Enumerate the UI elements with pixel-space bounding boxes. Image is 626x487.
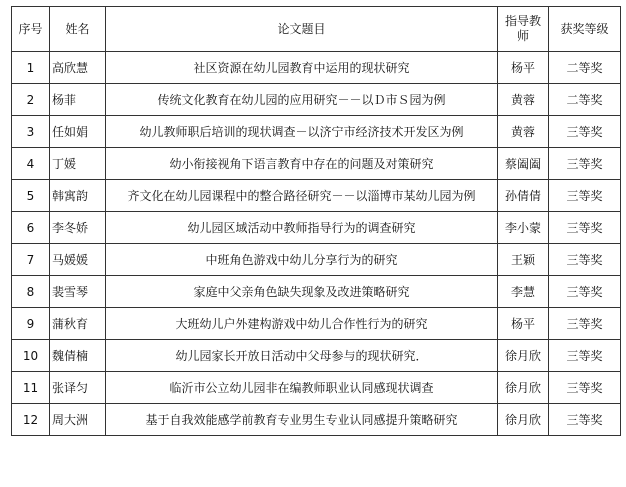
table-row <box>12 276 621 308</box>
cell-advisor: 杨平 <box>498 52 549 84</box>
table-row <box>12 308 621 340</box>
cell-award: 三等奖 <box>549 148 621 180</box>
table-row <box>12 372 621 404</box>
cell-title: 基于自我效能感学前教育专业男生专业认同感提升策略研究 <box>106 404 498 436</box>
cell-award: 三等奖 <box>549 372 621 404</box>
header-award: 获奖等级 <box>549 7 621 52</box>
cell-title: 齐文化在幼儿园课程中的整合路径研究－－以淄博市某幼儿园为例 <box>106 180 498 212</box>
cell-name: 马媛媛 <box>50 244 106 276</box>
cell-no: 6 <box>12 212 50 244</box>
cell-award: 三等奖 <box>549 404 621 436</box>
cell-no: 3 <box>12 116 50 148</box>
cell-award: 三等奖 <box>549 308 621 340</box>
cell-award: 三等奖 <box>549 212 621 244</box>
cell-no: 12 <box>12 404 50 436</box>
cell-advisor: 徐月欣 <box>498 372 549 404</box>
cell-title: 幼儿教师职后培训的现状调查－以济宁市经济技术开发区为例 <box>106 116 498 148</box>
table-row <box>12 52 621 84</box>
cell-title: 幼小衔接视角下语言教育中存在的问题及对策研究 <box>106 148 498 180</box>
cell-title: 大班幼儿户外建构游戏中幼儿合作性行为的研究 <box>106 308 498 340</box>
cell-award: 三等奖 <box>549 180 621 212</box>
cell-no: 1 <box>12 52 50 84</box>
cell-no: 8 <box>12 276 50 308</box>
table-row <box>12 212 621 244</box>
cell-name: 丁媛 <box>50 148 106 180</box>
award-table <box>11 6 621 436</box>
cell-advisor: 孙倩倩 <box>498 180 549 212</box>
cell-award: 二等奖 <box>549 52 621 84</box>
cell-name: 高欣慧 <box>50 52 106 84</box>
cell-name: 杨菲 <box>50 84 106 116</box>
cell-advisor: 徐月欣 <box>498 404 549 436</box>
cell-advisor: 王颖 <box>498 244 549 276</box>
cell-advisor: 杨平 <box>498 308 549 340</box>
cell-award: 三等奖 <box>549 340 621 372</box>
cell-no: 4 <box>12 148 50 180</box>
cell-title: 传统文化教育在幼儿园的应用研究－－以Ｄ市Ｓ园为例 <box>106 84 498 116</box>
table-row <box>12 244 621 276</box>
cell-name: 蒲秋育 <box>50 308 106 340</box>
cell-no: 2 <box>12 84 50 116</box>
cell-advisor: 李慧 <box>498 276 549 308</box>
table-row <box>12 148 621 180</box>
header-no: 序号 <box>12 7 50 52</box>
cell-title: 中班角色游戏中幼儿分享行为的研究 <box>106 244 498 276</box>
cell-name: 周大洲 <box>50 404 106 436</box>
cell-name: 任如娟 <box>50 116 106 148</box>
cell-title: 家庭中父亲角色缺失现象及改进策略研究 <box>106 276 498 308</box>
cell-award: 三等奖 <box>549 244 621 276</box>
cell-advisor: 蔡阖阖 <box>498 148 549 180</box>
cell-advisor: 徐月欣 <box>498 340 549 372</box>
cell-no: 5 <box>12 180 50 212</box>
cell-no: 7 <box>12 244 50 276</box>
cell-advisor: 李小蒙 <box>498 212 549 244</box>
header-title: 论文题目 <box>106 7 498 52</box>
table-row <box>12 84 621 116</box>
cell-no: 9 <box>12 308 50 340</box>
cell-award: 三等奖 <box>549 116 621 148</box>
table-row <box>12 180 621 212</box>
table-row <box>12 116 621 148</box>
cell-name: 韩寓韵 <box>50 180 106 212</box>
header-name: 姓名 <box>50 7 106 52</box>
table-row <box>12 404 621 436</box>
cell-title: 幼儿园区域活动中教师指导行为的调查研究 <box>106 212 498 244</box>
table-header <box>12 7 621 52</box>
cell-title: 社区资源在幼儿园教育中运用的现状研究 <box>106 52 498 84</box>
table-body <box>12 52 621 436</box>
cell-title: 临沂市公立幼儿园非在编教师职业认同感现状调查 <box>106 372 498 404</box>
header-advisor: 指导教师 <box>498 7 549 52</box>
cell-no: 11 <box>12 372 50 404</box>
cell-advisor: 黄蓉 <box>498 116 549 148</box>
cell-no: 10 <box>12 340 50 372</box>
cell-name: 裴雪琴 <box>50 276 106 308</box>
table-row <box>12 340 621 372</box>
cell-advisor: 黄蓉 <box>498 84 549 116</box>
cell-name: 魏倩楠 <box>50 340 106 372</box>
cell-name: 张译匀 <box>50 372 106 404</box>
cell-title: 幼儿园家长开放日活动中父母参与的现状研究． <box>106 340 498 372</box>
cell-award: 三等奖 <box>549 276 621 308</box>
cell-name: 李冬娇 <box>50 212 106 244</box>
cell-award: 二等奖 <box>549 84 621 116</box>
header-row <box>12 7 621 52</box>
